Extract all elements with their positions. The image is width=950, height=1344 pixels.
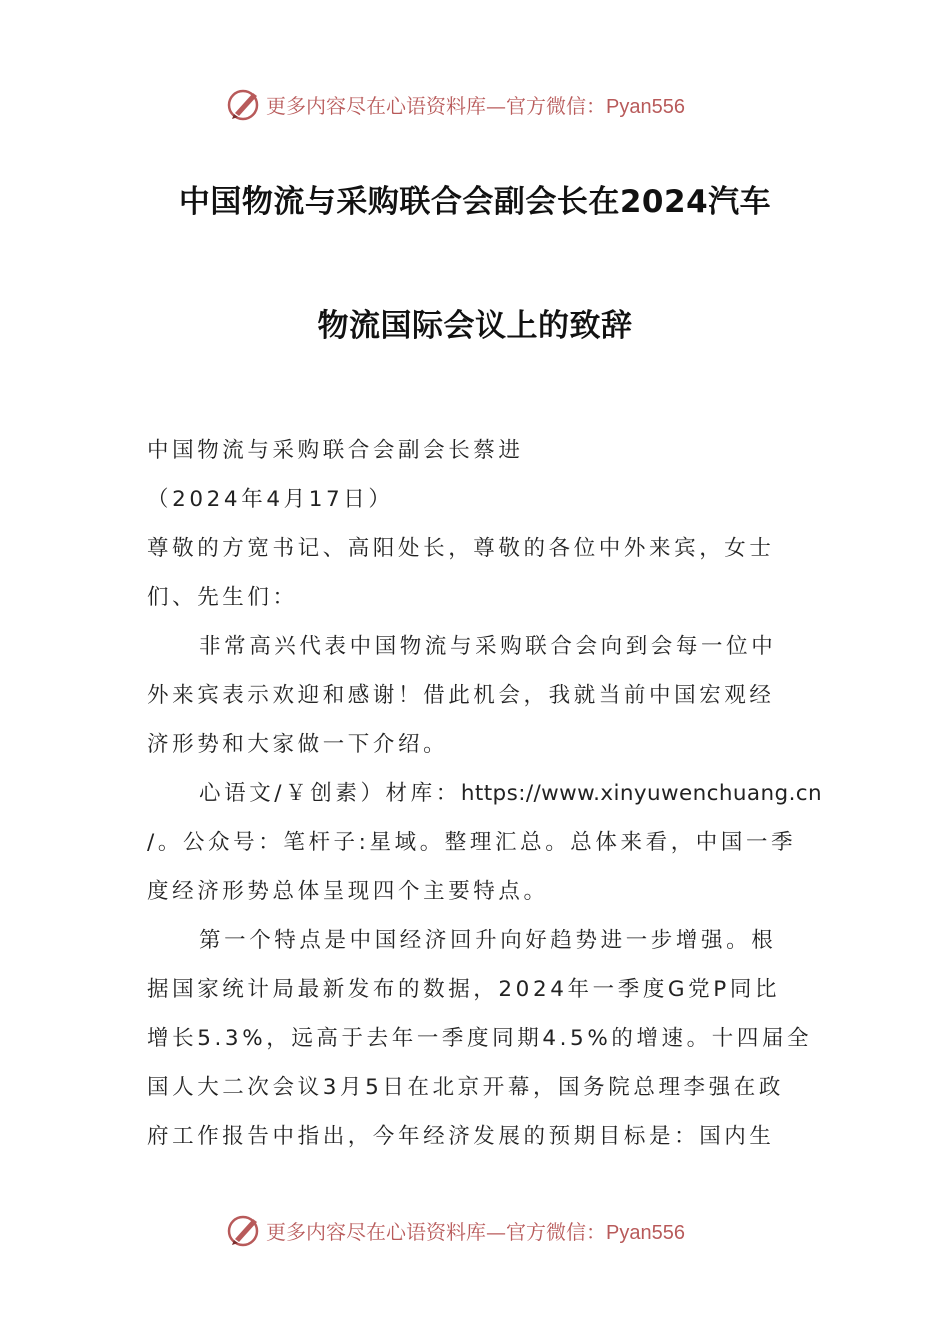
greeting-line-1: 尊敬的方宽书记、高阳处长，尊敬的各位中外来宾，女士 bbox=[147, 536, 775, 561]
watermark-text bbox=[266, 1216, 685, 1245]
paragraph-2-prefix: 心语文/￥创素）材库： bbox=[199, 781, 461, 806]
watermark-footer bbox=[0, 1210, 950, 1250]
pen-logo-icon bbox=[226, 1212, 262, 1248]
paragraph-3-line-4: 国人大二次会议3月5日在北京开幕，国务院总理李强在政 bbox=[147, 1075, 784, 1100]
paragraph-3-line-2: 据国家统计局最新发布的数据，2024年一季度G党P同比 bbox=[147, 977, 781, 1002]
paragraph-1-line-2: 外来宾表示欢迎和感谢！借此机会，我就当前中国宏观经 bbox=[147, 683, 775, 708]
pen-logo-icon bbox=[226, 86, 262, 122]
document-title-line-1: 中国物流与采购联合会副会长在2024汽车 bbox=[178, 184, 772, 220]
watermark-wechat-id: Pyan556 bbox=[606, 96, 685, 118]
greeting-line-2: 们、先生们： bbox=[147, 585, 298, 610]
paragraph-2-line-1 bbox=[147, 769, 823, 818]
source-url-text: https://www.xinyuwenchuang.cn bbox=[460, 781, 823, 806]
paragraph-3-line-5: 府工作报告中指出，今年经济发展的预期目标是：国内生 bbox=[147, 1124, 775, 1149]
paragraph-1-line-3: 济形势和大家做一下介绍。 bbox=[147, 732, 449, 757]
author-line: 中国物流与采购联合会副会长蔡进 bbox=[147, 438, 524, 463]
document-title-line-2: 物流国际会议上的致辞 bbox=[317, 308, 633, 344]
document-body bbox=[147, 426, 823, 1161]
paragraph-3-line-3: 增长5.3%，远高于去年一季度同期4.5%的增速。十四届全 bbox=[147, 1026, 813, 1051]
watermark-text bbox=[266, 90, 685, 119]
watermark-label: 更多内容尽在心语资料库—官方微信： bbox=[266, 1220, 606, 1244]
paragraph-3-line-1: 第一个特点是中国经济回升向好趋势进一步增强。根 bbox=[199, 928, 777, 953]
paragraph-2-line-2: /。公众号：笔杆子:星域。整理汇总。总体来看，中国一季 bbox=[147, 830, 797, 855]
watermark-label: 更多内容尽在心语资料库—官方微信： bbox=[266, 94, 606, 118]
paragraph-1-line-1: 非常高兴代表中国物流与采购联合会向到会每一位中 bbox=[199, 634, 777, 659]
paragraph-2-line-3: 度经济形势总体呈现四个主要特点。 bbox=[147, 879, 549, 904]
date-line: （2024年4月17日） bbox=[147, 487, 394, 512]
watermark-wechat-id: Pyan556 bbox=[606, 1222, 685, 1244]
watermark-header bbox=[0, 84, 950, 124]
